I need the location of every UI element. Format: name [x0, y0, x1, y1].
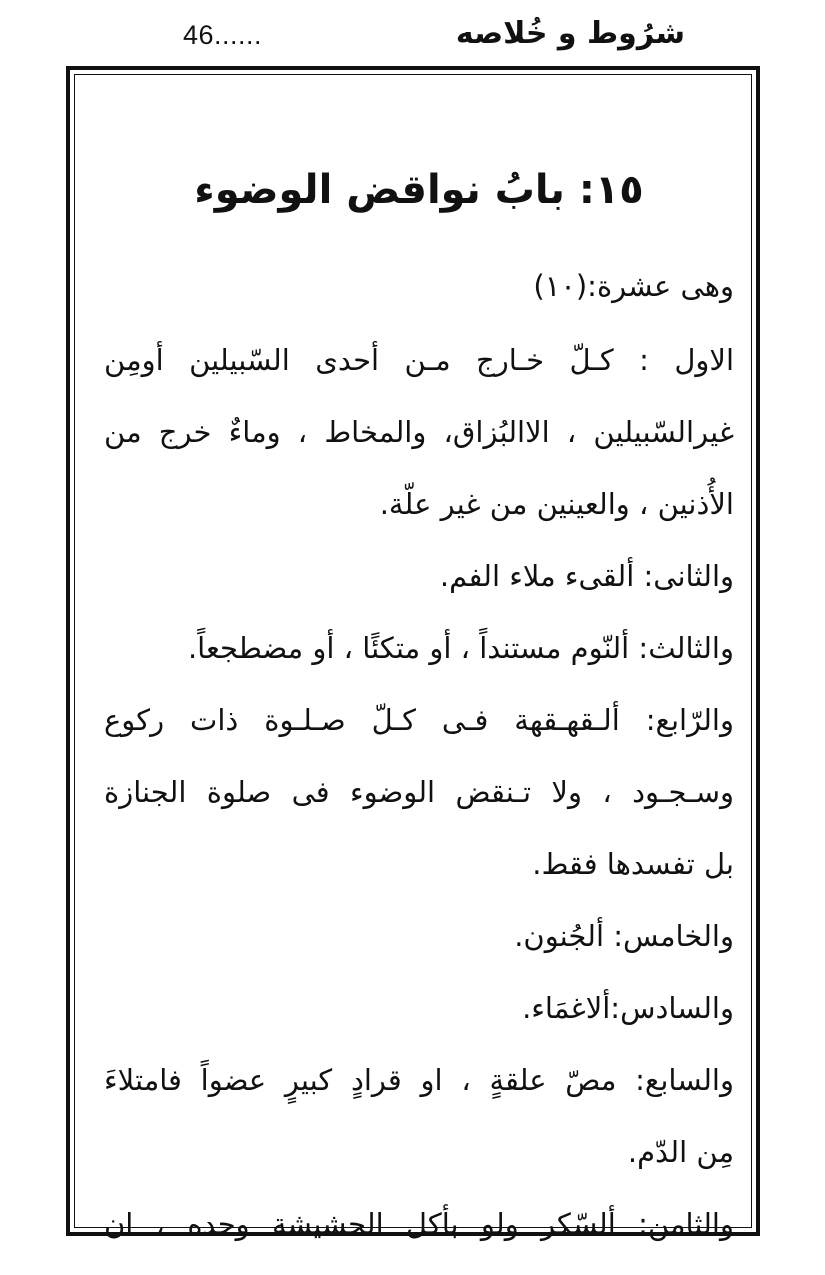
- page-content: [104, 160, 734, 1260]
- text-line-fourth-1: والرّابع: ألـقهـقهة فـى كـلّ صـلـوة ذات ركوع: [104, 703, 734, 737]
- page-header: [0, 14, 825, 58]
- text-line-sixth: والسادس:ألاغمَاء.: [522, 991, 734, 1025]
- book-title: شرُوط و خُلاصه: [455, 16, 685, 51]
- text-line-second: والثانى: ألقىء ملاء الفم.: [439, 559, 734, 593]
- text-line-fifth: والخامس: ألجُنون.: [514, 919, 734, 953]
- chapter-title: ١٥: بابُ نواقض الوضوء: [194, 167, 644, 213]
- page-number: 46......: [183, 20, 263, 50]
- text-line-seventh-2: مِن الدّم.: [627, 1135, 734, 1169]
- text-line-first-1: الاول : كـلّ خـارج مـن أحدى السّبيلين أومِن: [104, 343, 734, 377]
- text-line-seventh-1: والسابع: مصّ علقةٍ ، او قرادٍ كبيرٍ عضواً فامتلاءَ: [104, 1063, 734, 1097]
- text-line-third: والثالث: ألنّوم مستنداً ، أو متكئًا ، أو مضطجعاً.: [187, 631, 734, 665]
- text-line-intro: وهى عشرة:(١٠): [533, 269, 734, 303]
- text-line-eighth-1: والثامن: ألسّكر ولو بأكل الحشيشة وحده ، ان: [104, 1207, 734, 1241]
- text-line-first-2: غيرالسّبيلين ، الاالبُزاق، والمخاط ، وماءٌ خرج من: [104, 415, 734, 449]
- text-line-fourth-3: بل تفسدها فقط.: [532, 847, 734, 881]
- text-line-fourth-2: وسـجـود ، ولا تـنقض الوضوء فى صلوة الجنازة: [104, 775, 734, 809]
- text-line-first-3: الأُذنين ، والعينين من غير علّة.: [379, 487, 734, 521]
